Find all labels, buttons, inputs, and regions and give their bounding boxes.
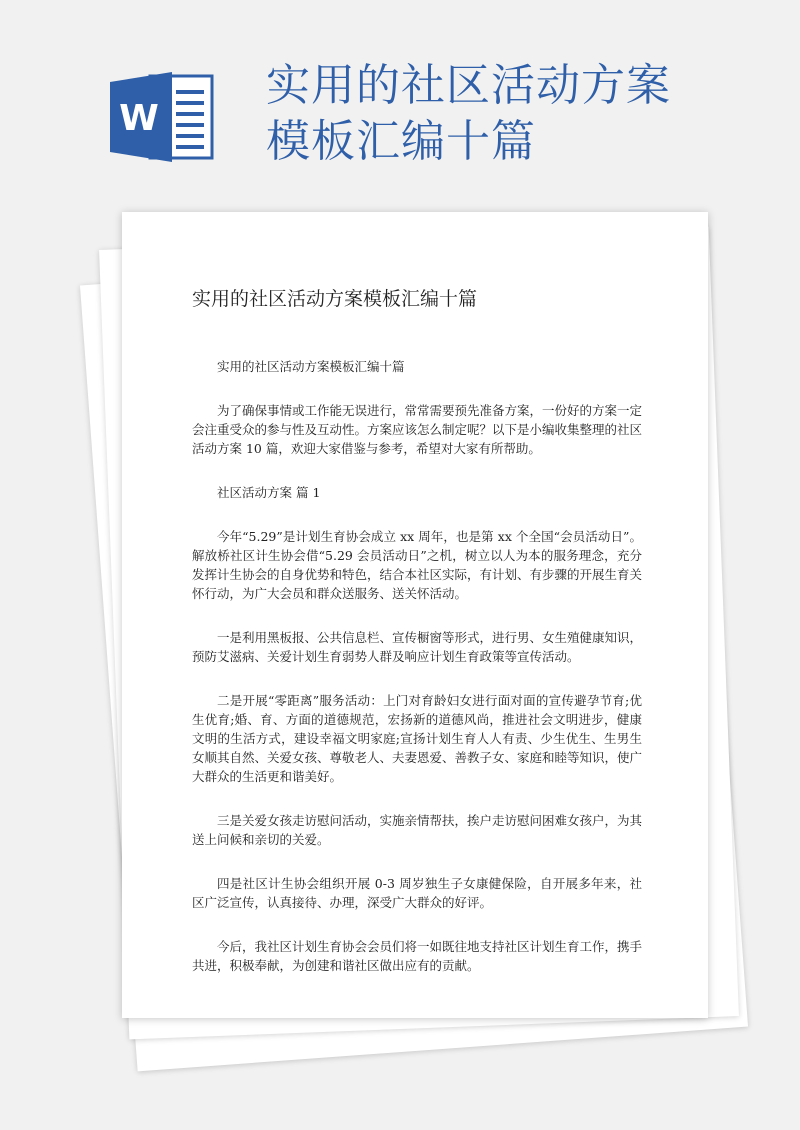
document-body [192, 357, 642, 1000]
section-heading: 社区活动方案 篇 1 [217, 485, 321, 500]
word-document-icon [110, 72, 214, 162]
body-paragraph: 今年“5.29”是计划生育协会成立 xx 周年，也是第 xx 个全国“会员活动日”。解放桥社区计生协会借“5.29 会员活动日”之机，树立以人为本的服务理念，充分发挥计生协会的自身优势和特色，结合本社区实际，有计划、有步骤的开展生育关怀行动，为广大会员和群众送服务、送关怀活动。 [192, 529, 643, 601]
body-paragraph: 四是社区计生协会组织开展 0-3 周岁独生子女康健保险，自开展多年来，社区广泛宣传，认真接待、办理，深受广大群众的好评。 [192, 876, 642, 910]
body-paragraph: 一是利用黑板报、公共信息栏、宣传橱窗等形式，进行男、女生殖健康知识，预防艾滋病、关爱计划生育弱势人群及响应计划生育政策等宣传活动。 [192, 630, 643, 664]
body-paragraph: 三是关爱女孩走访慰问活动，实施亲情帮扶，挨户走访慰问困难女孩户，为其送上问候和亲切的关爱。 [192, 813, 643, 847]
document-page [122, 212, 708, 1018]
document-subtitle: 实用的社区活动方案模板汇编十篇 [217, 359, 405, 374]
svg-text:W: W [119, 98, 159, 139]
intro-paragraph: 为了确保事情或工作能无误进行，常常需要预先准备方案，一份好的方案一定会注重受众的参与性及互动性。方案应该怎么制定呢？以下是小编收集整理的社区活动方案 10 篇，欢迎大家借鉴与参考，希望对大家有所帮助。 [192, 403, 643, 456]
body-paragraph: 二是开展“零距离”服务活动：上门对育龄妇女进行面对面的宣传避孕节育;优生优育;婚、育、方面的道德规范，宏扬新的道德风尚，推进社会文明进步，健康文明的生活方式，建设幸福文明家庭;宣扬计划生育人人有责、少生优生、生男生女顺其自然、关爱女孩、尊敬老人、夫妻恩爱、善教子女、家庭和睦等知识，使广大群众的生活更和谐美好。 [192, 693, 643, 784]
page-title: 实用的社区活动方案模板汇编十篇 [266, 60, 671, 167]
document-title: 实用的社区活动方案模板汇编十篇 [192, 288, 478, 310]
closing-paragraph: 今后，我社区计划生育协会会员们将一如既往地支持社区计划生育工作，携手共进，积极奉献，为创建和谐社区做出应有的贡献。 [192, 939, 643, 973]
